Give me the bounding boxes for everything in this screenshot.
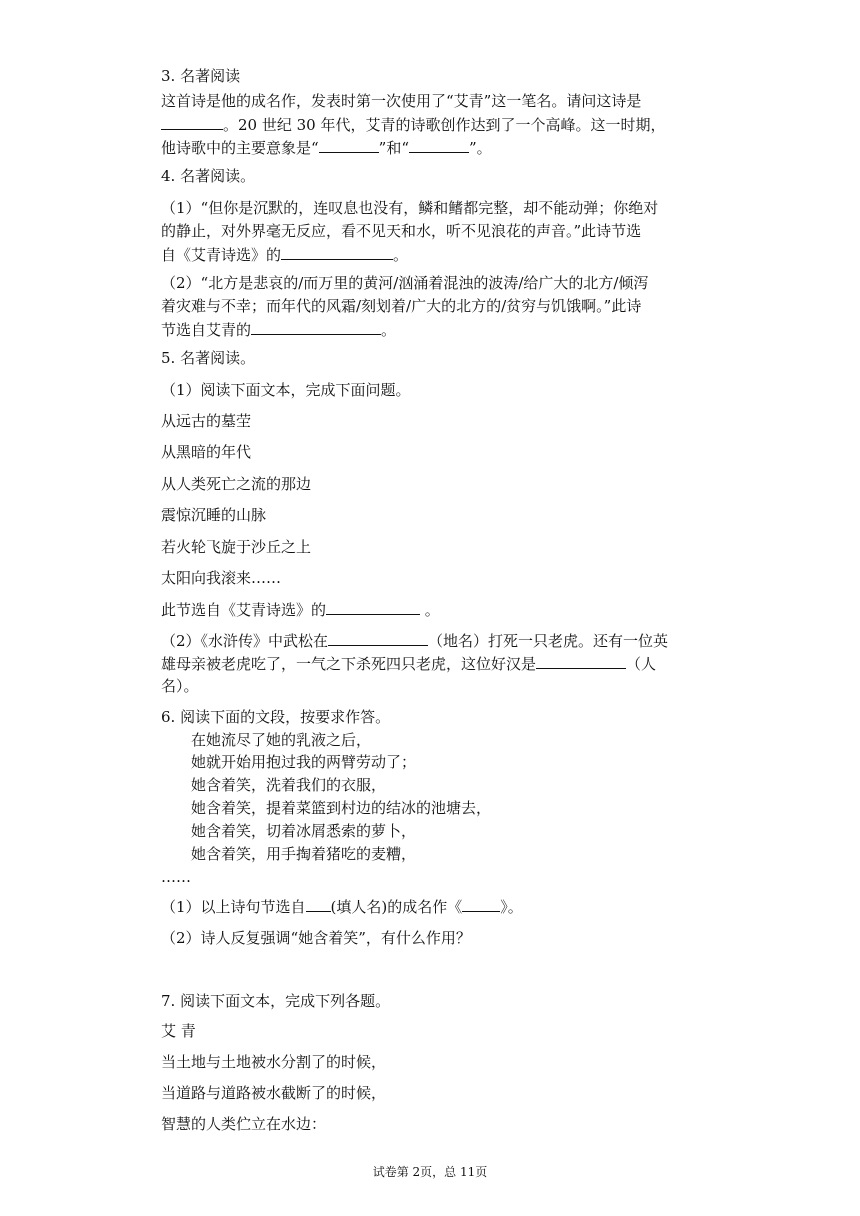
poem-line: 当道路与道路被水截断了的时候， bbox=[161, 1084, 387, 1102]
q4-p1-line-1: （1）“但你是沉默的，连叹息也没有，鳞和鳍都完整，却不能动弹；你绝对 bbox=[161, 199, 659, 217]
poem-line: 她含着笑，洗着我们的衣服， bbox=[191, 776, 387, 794]
q4-heading: 4. 名著阅读。 bbox=[161, 167, 256, 185]
poem-line: 若火轮飞旋于沙丘之上 bbox=[161, 538, 312, 556]
q5-p2-line-3: 名）。 bbox=[161, 677, 199, 695]
q4-p2-line-3: 节选自艾青的 。 bbox=[161, 321, 397, 339]
q7-heading: 7. 阅读下面文本，完成下列各题。 bbox=[161, 992, 391, 1010]
q3-heading: 3. 名著阅读 bbox=[161, 67, 241, 85]
answer-blank[interactable] bbox=[326, 599, 420, 615]
q3-line-1: 这首诗是他的成名作，发表时第一次使用了“艾青”这一笔名。请问这诗是 bbox=[161, 92, 642, 110]
poem-line: 她就开始用抱过我的两臂劳动了； bbox=[191, 753, 417, 771]
q6-heading: 6. 阅读下面的文段，按要求作答。 bbox=[161, 708, 391, 726]
q5-p2-line-1: （2）《水浒传》中武松在 （地名）打死一只老虎。还有一位英 bbox=[161, 632, 669, 650]
answer-blank[interactable] bbox=[161, 114, 223, 130]
q3-line-3: 他诗歌中的主要意象是“ ”和“ ”。 bbox=[161, 139, 492, 157]
poem-line: 从黑暗的年代 bbox=[161, 443, 252, 461]
poem-line: 在她流尽了她的乳液之后， bbox=[191, 731, 372, 749]
q6-sub-1: （1）以上诗句节选自 (填人名)的成名作《 》。 bbox=[161, 898, 523, 916]
answer-blank[interactable] bbox=[319, 137, 379, 153]
q4-p1-line-2: 的静止，对外界毫无反应，看不见天和水，听不见浪花的声音。”此诗节选 bbox=[161, 222, 642, 240]
poem-line: 她含着笑，用手掏着猪吃的麦糟， bbox=[191, 845, 417, 863]
poem-line: 震惊沉睡的山脉 bbox=[161, 506, 267, 524]
q5-source-line: 此节选自《艾青诗选》的 。 bbox=[161, 601, 440, 619]
poem-line: 从人类死亡之流的那边 bbox=[161, 475, 312, 493]
q5-p2-line-2: 雄母亲被老虎吃了，一气之下杀死四只老虎，这位好汉是 （人 bbox=[161, 655, 657, 673]
q6-sub-2: （2）诗人反复强调“她含着笑”，有什么作用？ bbox=[161, 929, 471, 947]
ellipsis: …… bbox=[161, 868, 191, 886]
q4-p1-line-3: 自《艾青诗选》的 。 bbox=[161, 246, 409, 264]
q5-heading: 5. 名著阅读。 bbox=[161, 349, 256, 367]
q5-sub-1: （1）阅读下面文本，完成下面问题。 bbox=[161, 381, 411, 399]
answer-blank[interactable] bbox=[328, 630, 428, 646]
answer-blank[interactable] bbox=[462, 896, 500, 912]
poem-line: 她含着笑，提着菜篮到村边的结冰的池塘去， bbox=[191, 799, 492, 817]
answer-blank[interactable] bbox=[409, 137, 469, 153]
q3-line-2: 。20 世纪 30 年代，艾青的诗歌创作达到了一个高峰。这一时期， bbox=[161, 114, 665, 135]
poem-author: 艾 青 bbox=[161, 1022, 196, 1040]
poem-line: 她含着笑，切着冰屑悉索的萝卜， bbox=[191, 822, 417, 840]
poem-line: 智慧的人类伫立在水边： bbox=[161, 1115, 327, 1133]
page-footer: 试卷第 2页，总 11页 bbox=[372, 1165, 488, 1179]
poem-line: 太阳向我滚来…… bbox=[161, 569, 282, 587]
poem-line: 当土地与土地被水分割了的时候， bbox=[161, 1053, 387, 1071]
answer-blank[interactable] bbox=[536, 653, 626, 669]
q4-p2-line-2: 着灾难与不幸；而年代的风霜/刻划着/广大的北方的/贫穷与饥饿啊。”此诗 bbox=[161, 297, 642, 315]
answer-blank[interactable] bbox=[306, 896, 331, 912]
poem-line: 从远古的墓茔 bbox=[161, 412, 252, 430]
q4-p2-line-1: （2）“北方是悲哀的/而万里的黄河/汹涌着混浊的波涛/给广大的北方/倾泻 bbox=[161, 274, 649, 292]
answer-blank[interactable] bbox=[251, 319, 381, 335]
answer-blank[interactable] bbox=[281, 244, 393, 260]
